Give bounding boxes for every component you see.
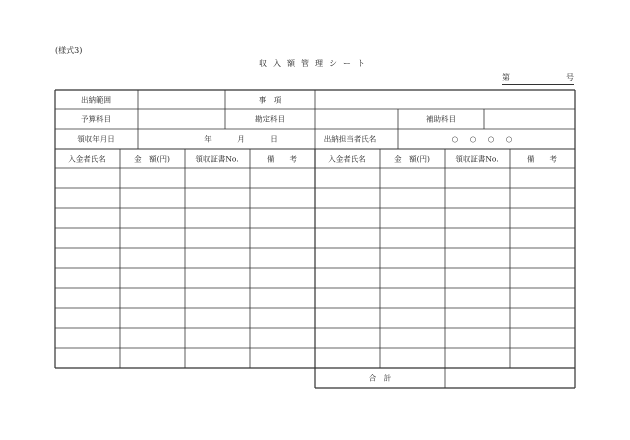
col-remarks-left: 備 考 [267, 154, 297, 164]
document-number-suffix: 号 [566, 73, 574, 82]
total-label: 合 計 [368, 373, 392, 383]
cashier-value: ○ ○ ○ ○ [451, 134, 515, 144]
sub-account-label: 補助科目 [426, 114, 456, 124]
year-label: 年 [204, 134, 212, 144]
account-label: 勘定科目 [255, 114, 285, 124]
month-label: 月 [237, 134, 245, 144]
document-number-prefix: 第 [502, 73, 510, 82]
col-payer-left: 入金者氏名 [68, 154, 106, 164]
cashier-label: 出納担当者氏名 [323, 134, 377, 144]
col-remarks-right: 備 考 [527, 154, 557, 164]
budget-label: 予算科目 [81, 114, 111, 124]
item-label: 事 項 [258, 95, 282, 105]
col-amount-left: 金 額(円) [134, 154, 170, 164]
receipt-date-label: 領収年月日 [77, 134, 115, 144]
col-receipt-right: 領収証書No. [455, 154, 499, 164]
col-amount-right: 金 額(円) [394, 154, 430, 164]
day-label: 日 [270, 134, 278, 144]
col-payer-right: 入金者氏名 [328, 154, 366, 164]
col-receipt-left: 領収証書No. [195, 154, 239, 164]
form-label: (様式3) [55, 46, 83, 55]
range-label: 出納範囲 [81, 95, 111, 105]
sheet-title: 収入額管理シート [259, 59, 371, 68]
